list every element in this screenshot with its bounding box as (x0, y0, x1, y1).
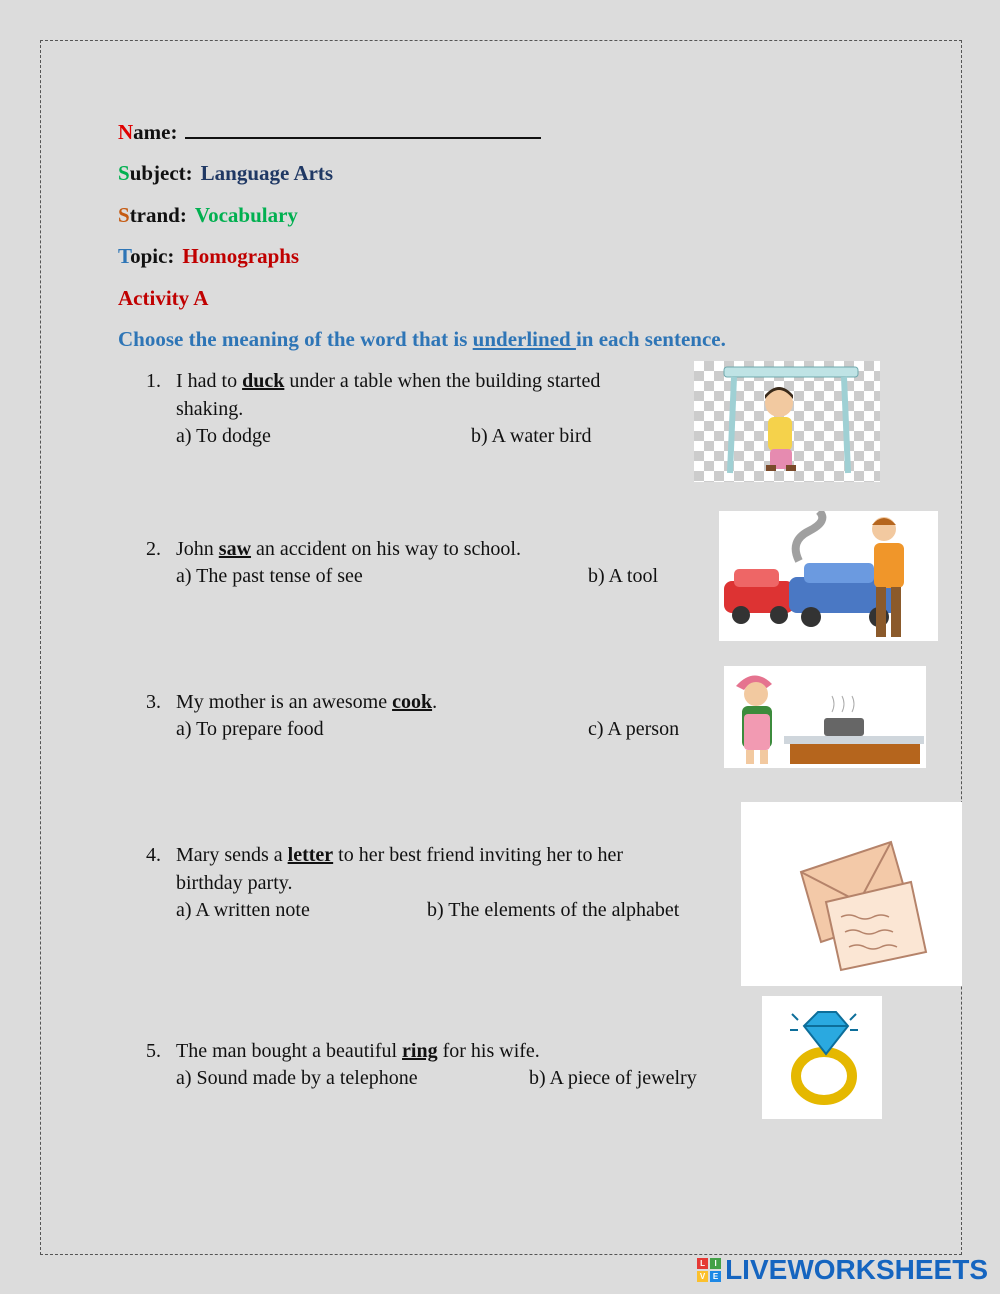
letter-envelope-image (741, 802, 962, 986)
question-text: John (176, 538, 219, 560)
question-number: 5. (146, 1040, 161, 1062)
instruction (118, 327, 726, 352)
cook-icon (724, 666, 926, 768)
question-1 (146, 367, 686, 423)
instruction-text-end: in each sentence. (575, 327, 726, 351)
question-text: I had to (176, 370, 243, 392)
question-text: My mother is an awesome (176, 691, 393, 713)
envelope-icon (741, 802, 962, 986)
question-number: 3. (146, 691, 161, 713)
diamond-ring-icon (762, 996, 882, 1119)
subject-value: Language Arts (200, 161, 334, 185)
question-2 (146, 535, 686, 563)
duck-under-table-image (694, 361, 880, 482)
key-word: ring (402, 1040, 438, 1062)
logo-cell: V (697, 1271, 708, 1282)
topic-initial: T (118, 244, 131, 268)
key-word: cook (392, 691, 433, 713)
strand-initial: S (118, 203, 130, 227)
question-number: 2. (146, 538, 161, 560)
instruction-text: Choose the meaning of the word that is (118, 327, 473, 351)
option-b[interactable]: b) A piece of jewelry (529, 1067, 697, 1089)
option-a[interactable]: a) The past tense of see (176, 565, 363, 587)
question-text: The man bought a beautiful (176, 1040, 403, 1062)
instruction-underlined: underlined (472, 327, 576, 351)
liveworksheets-logo (697, 1255, 988, 1285)
question-text-line2: birthday party. (176, 872, 293, 894)
key-word: letter (287, 844, 334, 866)
question-number: 4. (146, 844, 161, 866)
table-girl-icon (694, 361, 880, 482)
strand-value: Vocabulary (194, 203, 298, 227)
option-a[interactable]: a) Sound made by a telephone (176, 1067, 418, 1089)
option-c[interactable]: c) A person (588, 718, 680, 740)
subject-field (118, 161, 333, 186)
topic-value: Homographs (182, 244, 300, 268)
question-text-line2: shaking. (176, 398, 244, 420)
logo-cell: L (697, 1258, 708, 1269)
question-4 (146, 841, 706, 897)
subject-label: ubject: (129, 161, 193, 185)
question-text: under a table when the building started (284, 370, 601, 392)
subject-initial: S (118, 161, 130, 185)
name-input-line[interactable] (185, 121, 541, 139)
strand-label: trand: (129, 203, 187, 227)
topic-label: opic: (130, 244, 175, 268)
name-field (118, 120, 541, 145)
question-3 (146, 688, 686, 716)
logo-cell: I (710, 1258, 721, 1269)
car-accident-image (719, 511, 938, 641)
option-a[interactable]: a) A written note (176, 899, 310, 921)
woman-cooking-image (724, 666, 926, 768)
question-text: for his wife. (437, 1040, 540, 1062)
topic-field (118, 244, 299, 269)
option-b[interactable]: b) A tool (588, 565, 659, 587)
logo-grid-icon (697, 1258, 721, 1282)
ring-image (762, 996, 882, 1119)
question-number: 1. (146, 370, 161, 392)
option-b[interactable]: b) A water bird (471, 425, 592, 447)
option-b[interactable]: b) The elements of the alphabet (427, 899, 680, 921)
name-label: ame: (133, 120, 178, 144)
question-text: an accident on his way to school. (251, 538, 521, 560)
question-5 (146, 1037, 706, 1065)
name-initial: N (118, 120, 134, 144)
question-text: Mary sends a (176, 844, 288, 866)
question-text: to her best friend inviting her to her (333, 844, 624, 866)
option-a[interactable]: a) To dodge (176, 425, 271, 447)
strand-field (118, 203, 298, 228)
key-word: saw (218, 538, 252, 560)
activity-title: Activity A (118, 286, 209, 310)
key-word: duck (242, 370, 285, 392)
logo-cell: E (710, 1271, 721, 1282)
brand-name: LIVEWORKSHEETS (725, 1254, 988, 1285)
accident-icon (719, 511, 938, 641)
option-a[interactable]: a) To prepare food (176, 718, 324, 740)
question-text: . (432, 691, 438, 713)
